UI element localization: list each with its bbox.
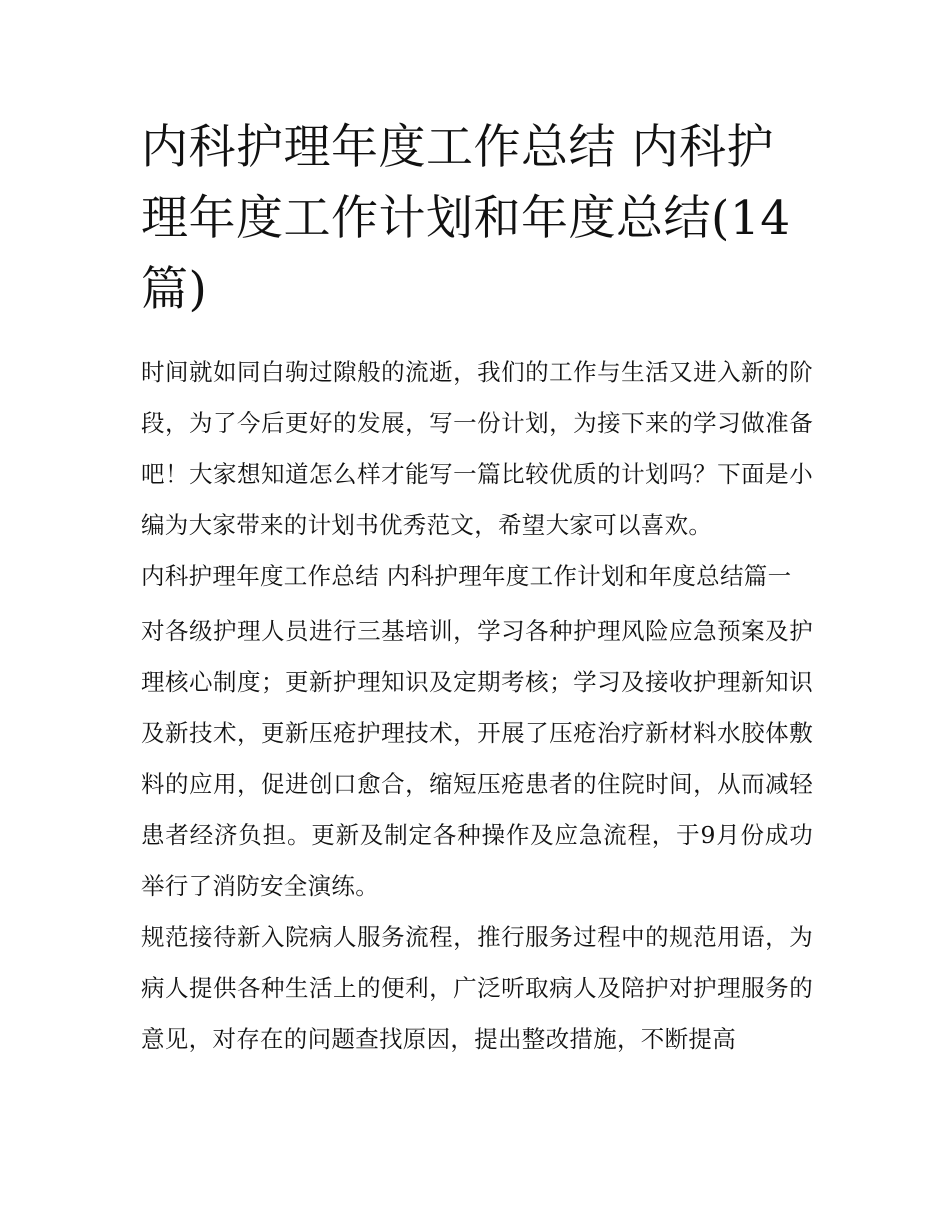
body-paragraph-2: 规范接待新入院病人服务流程，推行服务过程中的规范用语，为病人提供各种生活上的便利，广泛听取病人及陪护对护理服务的意见，对存在的问题查找原因，提出整改措施，不断提高 — [141, 923, 813, 1053]
body-paragraph-1: 对各级护理人员进行三基培训，学习各种护理风险应急预案及护理核心制度；更新护理知识及定期考核；学习及接收护理新知识及新技术，更新压疮护理技术，开展了压疮治疗新材料水胶体敷料的应用，促进创口愈合，缩短压疮患者的住院时间，从而减轻患者经济负担。更新及制定各种操作及应急流程，于9月份成功举行了消防安全演练。 — [141, 617, 813, 900]
document-body — [141, 112, 813, 1065]
document-title: 内科护理年度工作总结 内科护理年度工作计划和年度总结(14篇) — [141, 120, 791, 317]
section-heading: 内科护理年度工作总结 内科护理年度工作计划和年度总结篇一 — [141, 562, 792, 590]
intro-paragraph: 时间就如同白驹过隙般的流逝，我们的工作与生活又进入新的阶段，为了今后更好的发展，写一份计划，为接下来的学习做准备吧！大家想知道怎么样才能写一篇比较优质的计划吗？下面是小编为大家带来的计划书优秀范文，希望大家可以喜欢。 — [141, 358, 813, 539]
